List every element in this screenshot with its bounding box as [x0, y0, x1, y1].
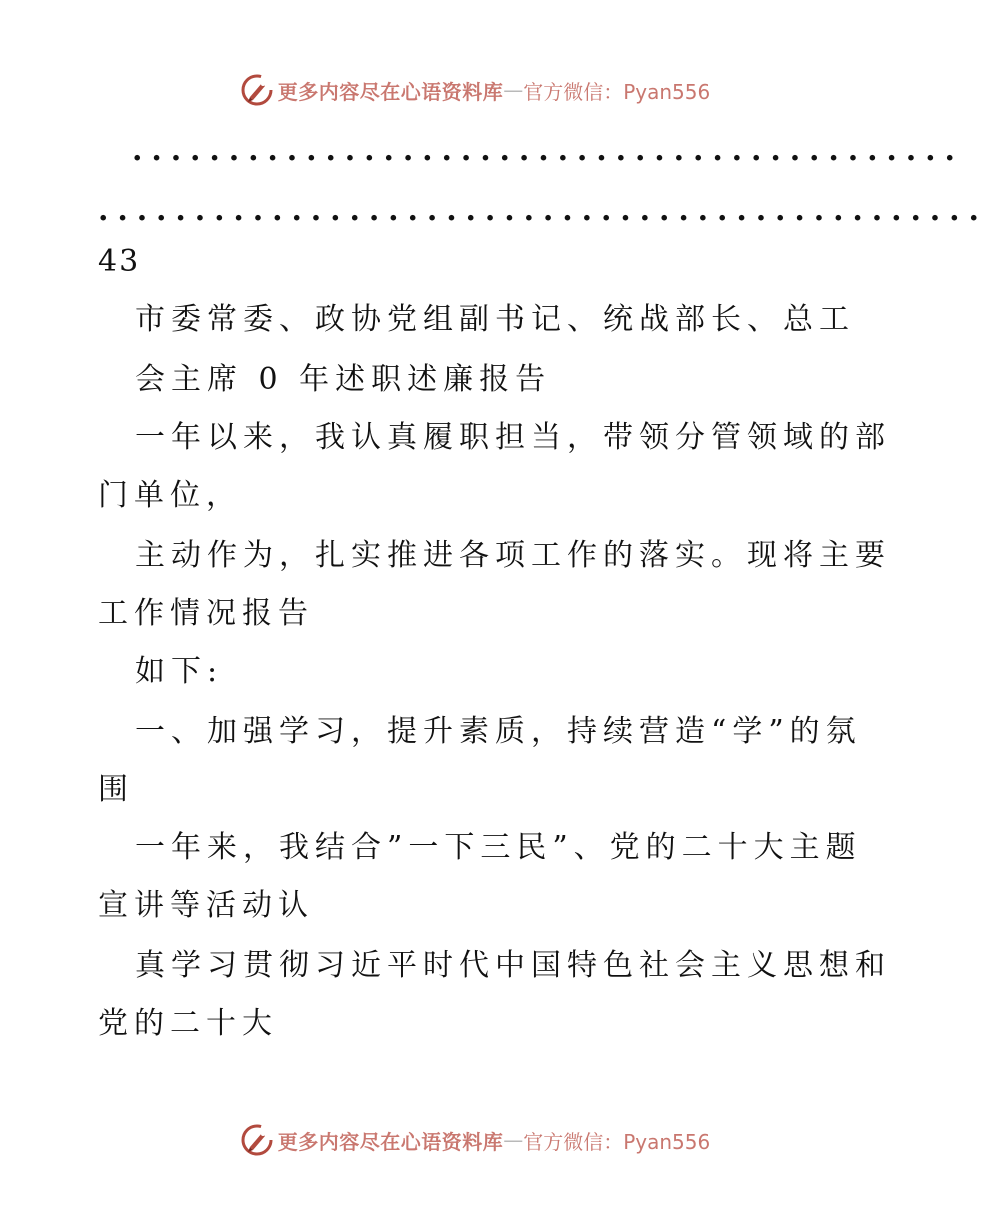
title-line-2: 会主席 0 年述职述廉报告	[135, 362, 552, 397]
dot-leader-line-2: ..............................................	[98, 193, 988, 228]
paragraph-line: 真学习贯彻习近平时代中国特色社会主义思想和	[135, 948, 891, 983]
logo-icon	[240, 1123, 274, 1157]
paragraph-line: 党的二十大	[98, 1006, 278, 1041]
paragraph-line: 主动作为，扎实推进各项工作的落实。现将主要	[135, 538, 891, 573]
paragraph-line: 宣讲等活动认	[98, 888, 314, 923]
paragraph-line: 一年以来，我认真履职担当，带领分管领域的部	[135, 420, 891, 455]
header-banner	[0, 70, 950, 110]
title-line-1: 市委常委、政协党组副书记、统战部长、总工	[135, 302, 855, 337]
dot-leader-line-1: ...........................................	[132, 133, 964, 168]
banner-wechat-text: 官方微信：Pyan556	[523, 1129, 711, 1154]
banner-main-text: 更多内容尽在心语资料库	[277, 79, 504, 104]
paragraph-line: 如下:	[135, 654, 224, 689]
section-heading-line-1: 一、加强学习，提升素质，持续营造“学”的氛	[135, 714, 862, 749]
banner-main-text: 更多内容尽在心语资料库	[277, 1129, 504, 1154]
section-heading-line-2: 围	[98, 772, 134, 807]
banner-wechat-text: 官方微信：Pyan556	[523, 79, 711, 104]
footer-banner	[0, 1120, 950, 1160]
paragraph-line: 一年来，我结合”一下三民”、党的二十大主题	[135, 830, 862, 865]
logo-icon	[240, 73, 274, 107]
banner-dash: —	[503, 1128, 524, 1152]
paragraph-line: 门单位，	[98, 478, 242, 513]
page-number-text: 43	[98, 244, 141, 279]
banner-dash: —	[503, 78, 524, 102]
paragraph-line: 工作情况报告	[98, 596, 314, 631]
